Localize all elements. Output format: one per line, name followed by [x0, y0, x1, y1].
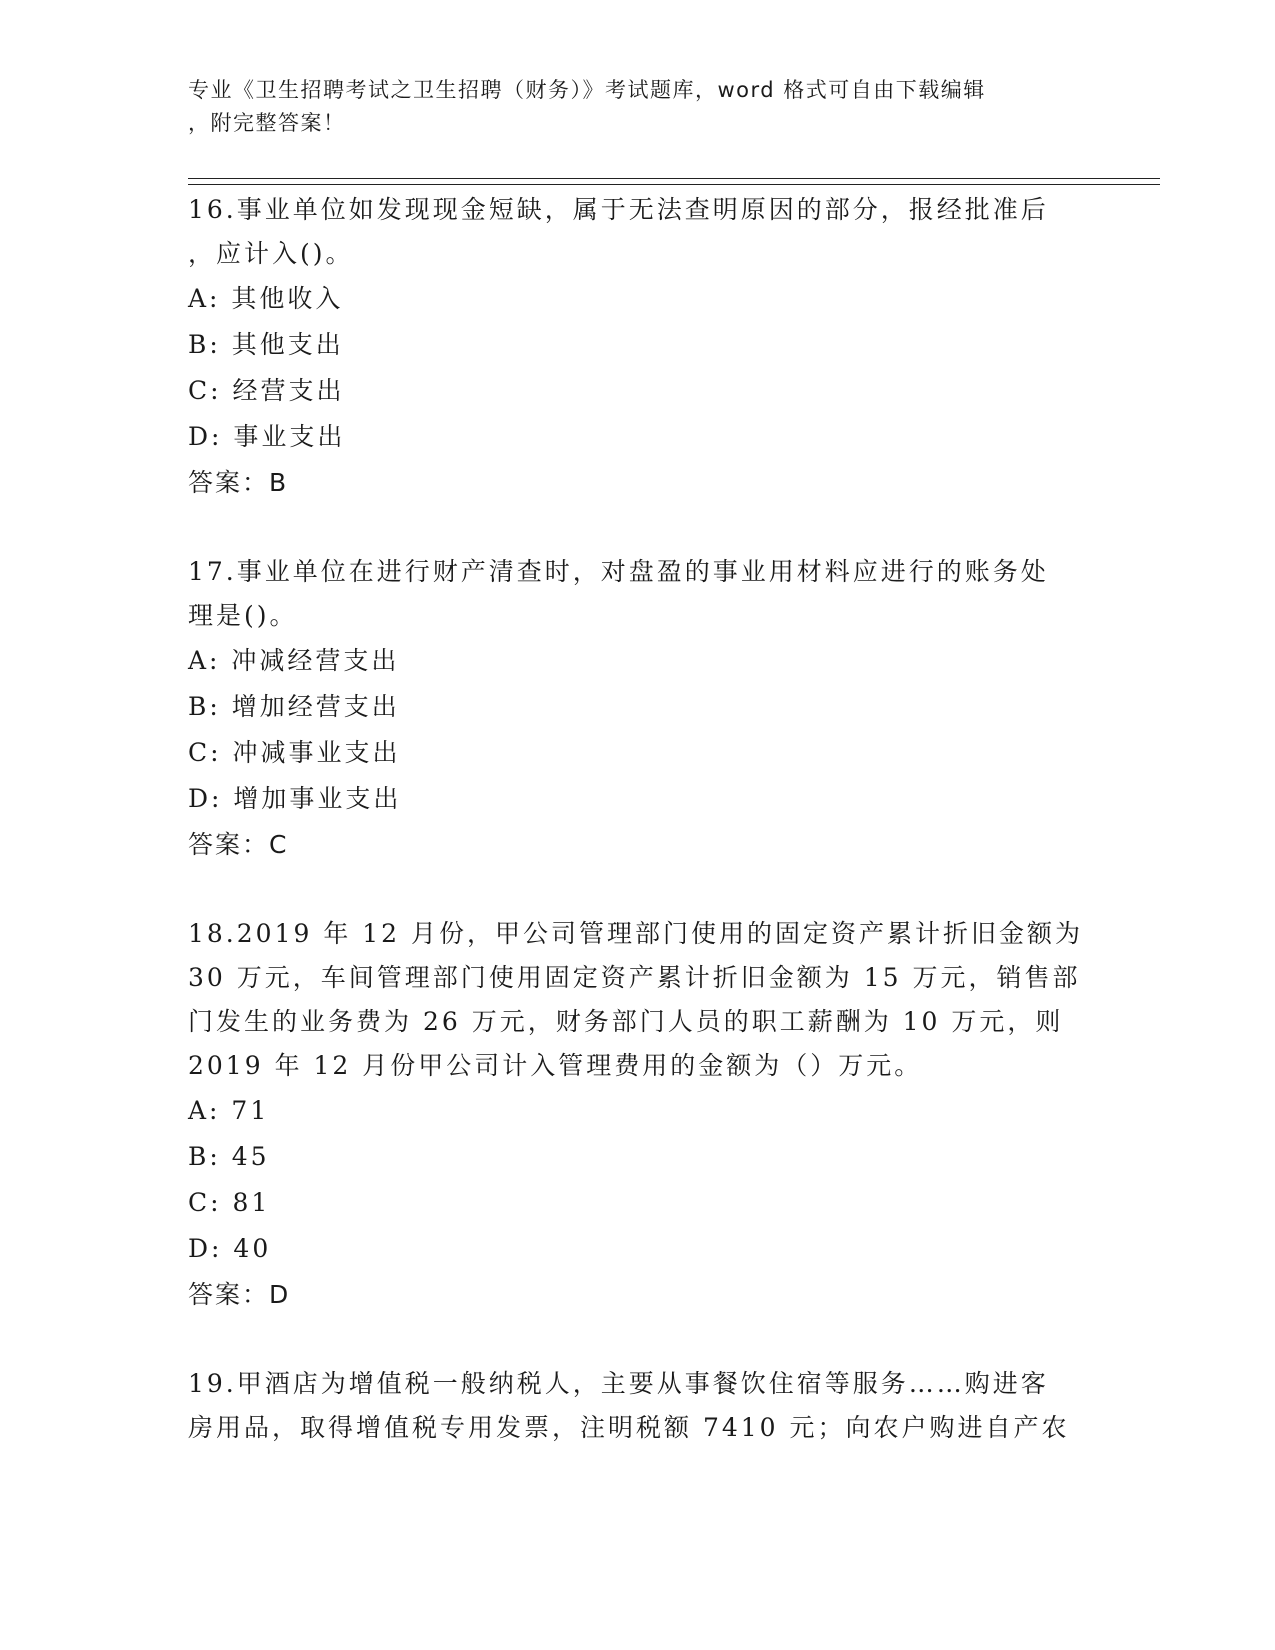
option-c: C: 81	[188, 1188, 271, 1217]
option-c: C: 经营支出	[188, 376, 345, 405]
question-19	[188, 1362, 1088, 1450]
option-a: A: 其他收入	[188, 284, 344, 313]
header-divider-bottom	[188, 184, 1160, 185]
option-a: A: 冲减经营支出	[188, 646, 400, 675]
header-divider-top	[188, 178, 1160, 179]
question-stem-line: 17.事业单位在进行财产清查时，对盘盈的事业用材料应进行的账务处	[188, 557, 1049, 586]
option-b: B: 增加经营支出	[188, 692, 400, 721]
question-17	[188, 550, 1088, 868]
option-b: B: 其他支出	[188, 330, 344, 359]
option-d: D: 增加事业支出	[188, 784, 402, 813]
header-line-2: ，附完整答案！	[188, 111, 346, 135]
question-stem-line: 理是()。	[188, 601, 298, 630]
question-stem-line: 16.事业单位如发现现金短缺，属于无法查明原因的部分，报经批准后	[188, 195, 1049, 224]
question-stem-line: 房用品，取得增值税专用发票，注明税额 7410 元；向农户购进自产农	[188, 1413, 1070, 1442]
question-16	[188, 188, 1088, 506]
option-a: A: 71	[188, 1096, 270, 1125]
option-d: D: 事业支出	[188, 422, 346, 451]
question-stem-line: 19.甲酒店为增值税一般纳税人，主要从事餐饮住宿等服务……购进客	[188, 1369, 1049, 1398]
question-stem-line: 门发生的业务费为 26 万元，财务部门人员的职工薪酬为 10 万元，则	[188, 1007, 1064, 1036]
option-d: D: 40	[188, 1234, 272, 1263]
question-stem-line: 18.2019 年 12 月份，甲公司管理部门使用的固定资产累计折旧金额为	[188, 919, 1084, 948]
answer-line: 答案：C	[188, 830, 289, 859]
header-line-1: 专业《卫生招聘考试之卫生招聘（财务）》考试题库，word 格式可自由下载编辑	[188, 78, 986, 102]
document-header	[188, 74, 1078, 140]
answer-line: 答案：D	[188, 1280, 291, 1309]
option-c: C: 冲减事业支出	[188, 738, 401, 767]
question-stem-line: 30 万元，车间管理部门使用固定资产累计折旧金额为 15 万元，销售部	[188, 963, 1081, 992]
question-stem-line: 2019 年 12 月份甲公司计入管理费用的金额为（）万元。	[188, 1051, 923, 1080]
question-stem-line: ，应计入()。	[188, 239, 354, 268]
question-18	[188, 912, 1088, 1318]
answer-line: 答案：B	[188, 468, 289, 497]
option-b: B: 45	[188, 1142, 270, 1171]
question-list	[188, 188, 1088, 1494]
